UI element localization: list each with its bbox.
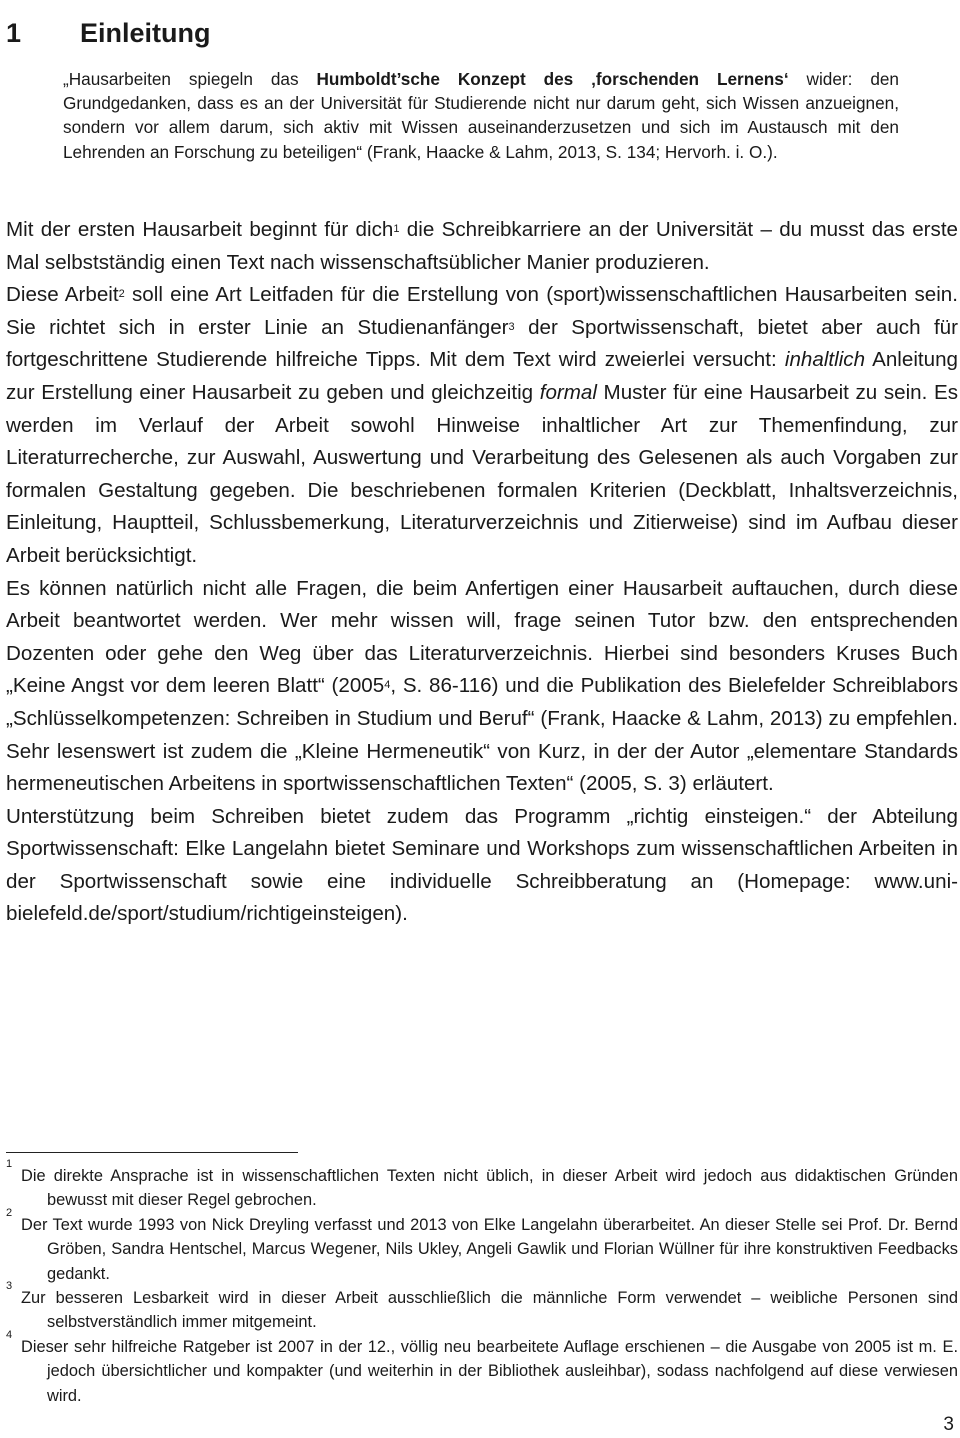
chapter-number: 1 (6, 18, 22, 49)
chapter-heading (6, 18, 211, 48)
footnote-mark: 1 (6, 1158, 13, 1170)
footnotes (6, 1158, 958, 1408)
footnote-ref-2: 2 (118, 288, 125, 301)
footnote-ref-1: 1 (393, 223, 400, 235)
footnote-text: Die direkte Ansprache ist in wissenschaftlichen Texten nicht üblich, in dieser Arbeit wird jedoch aus didaktischen Gründen bewusst mit dieser Regel gebrochen. (21, 1167, 958, 1210)
footnote-mark: 3 (6, 1280, 13, 1293)
paragraph-1-text-a: Mit der ersten Hausarbeit beginnt für dich (6, 218, 394, 241)
paragraph-2-text-d: Anleitung zur Erstellung einer Hausarbeit zu geben und gleichzeitig (6, 348, 958, 404)
paragraph-2 (6, 279, 958, 572)
paragraph-2-text-e: Muster für eine Hausarbeit zu sein. Es werden im Verlauf der Arbeit sowohl Hinweise inhaltlicher Art zur Themenfindung, zur Literaturrecherche, zur Auswahl, Auswertung und Verarbeitung des Gelesenen als auch Vorgaben zur formalen Gestaltung gegeben. Die beschriebenen formalen Kriterien (Deckblatt, Inhaltsverzeichnis, Einleitung, Hauptteil, Schlussbemerkung, Literaturverzeichnis und Zitierweise) sind im Aufbau dieser Arbeit berücksichtigt. (6, 380, 958, 567)
quote-rest: wider: den Grundgedanken, dass es an der Universität für Studierende nicht nur darum geht, sich Wissen anzueignen, sondern vor allem darum, sich aktiv mit Wissen auseinanderzusetzen und sich im Austausch mit den Lehrenden an Forschung zu beteiligen“ (Frank, Haacke & Lahm, 2013, S. 134; Hervorh. i. O.). (63, 69, 899, 162)
paragraph-4: Unterstützung beim Schreiben bietet zudem das Programm „richtig einsteigen.“ der Abteilung Sportwissenschaft: Elke Langelahn bietet Seminare und Workshops zum wissenschaftlichen Arbeiten in der Sportwissenschaft sowie eine individuelle Schreibberatung an (Homepage: www.uni-bielefeld.de/sport/studium/richtigeinsteigen). (6, 804, 958, 926)
footnote-3 (6, 1280, 958, 1335)
footnote-mark: 2 (6, 1206, 13, 1219)
paragraph-3-text-b: , S. 86-116) und die Publikation des Bielefelder Schreiblabors „Schlüsselkompetenzen: Schreiben in Studium und Beruf“ (Frank, Haacke & Lahm, 2013) zu empfehlen. Sehr lesenswert ist zudem die „Kleine Hermeneutik“ von Kurz, in der der Autor „elementare Standards hermeneutischen Arbeitens in sportwissenschaftlichen Texten“ (2005, S. 3) erläutert. (6, 674, 958, 796)
opening-quote (63, 67, 899, 164)
quote-open: „Hausarbeiten spiegeln das (63, 69, 317, 89)
paragraph-1-text-b: die Schreibkarriere an der Universität – du musst das erste Mal selbstständig einen Text nach wissenschaftsüblicher Manier produzieren. (6, 218, 959, 274)
footnote-text: Der Text wurde 1993 von Nick Dreyling verfasst und 2013 von Elke Langelahn überarbeitet. An dieser Stelle sei Prof. Dr. Bernd Gröben, Sandra Hentschel, Marcus Wegener, Nils Ukley, Angeli Gawlik und Florian Wüllner für ihre konstruktiven Feedbacks gedankt. (21, 1215, 958, 1283)
footnote-text: Zur besseren Lesbarkeit wird in dieser Arbeit ausschließlich die männliche Form verwendet – weibliche Personen sind selbstverständlich immer mitgemeint. (21, 1289, 958, 1332)
footnote-divider (6, 1152, 298, 1153)
emphasis-formal: formal (539, 380, 597, 404)
chapter-title: Einleitung (80, 18, 211, 49)
paragraph-3 (6, 573, 958, 801)
paragraph-3-text-a: Es können natürlich nicht alle Fragen, die beim Anfertigen einer Hausarbeit auftauchen, durch diese Arbeit beantwortet werden. Wer mehr wissen will, frage seinen Tutor bzw. den entsprechenden Dozenten oder gehe den Weg über das Literaturverzeichnis. Hierbei sind besonders Kruses Buch „Keine Angst vor dem leeren Blatt“ (2005 (6, 576, 958, 698)
paragraph-2-text-a: Diese Arbeit (6, 283, 119, 307)
footnote-ref-4: 4 (384, 679, 391, 692)
paragraph-2-text-c: der Sportwissenschaft, bietet aber auch für fortgeschrittene Studierende hilfreiche Tipps. Mit dem Text wird zweierlei versucht: (6, 315, 958, 372)
footnote-mark: 4 (6, 1328, 13, 1341)
footnote-1 (6, 1158, 958, 1213)
footnote-2 (6, 1206, 958, 1286)
footnote-text: Dieser sehr hilfreiche Ratgeber ist 2007 in der 12., völlig neu bearbeitete Auflage erschienen – die Ausgabe von 2005 ist m. E. jedoch übersichtlicher und kompakter (und weiterhin in der Bibliothek ausleihbar), sodass nachfolgend auf diese verwiesen wird. (21, 1337, 958, 1405)
body-text (6, 214, 958, 931)
footnote-ref-3: 3 (508, 320, 515, 333)
quote-bold-term: Humboldt’sche Konzept des ‚forschenden Lernens‘ (316, 69, 789, 89)
footnote-4 (6, 1328, 958, 1408)
paragraph-2-text-b: soll eine Art Leitfaden für die Erstellung von (sport)wissenschaftlichen Hausarbeiten sein. Sie richtet sich in erster Linie an Studienanfänger (6, 283, 958, 339)
paragraph-1 (6, 214, 958, 279)
page-number: 3 (943, 1414, 954, 1435)
emphasis-inhaltlich: inhaltlich (784, 348, 866, 372)
